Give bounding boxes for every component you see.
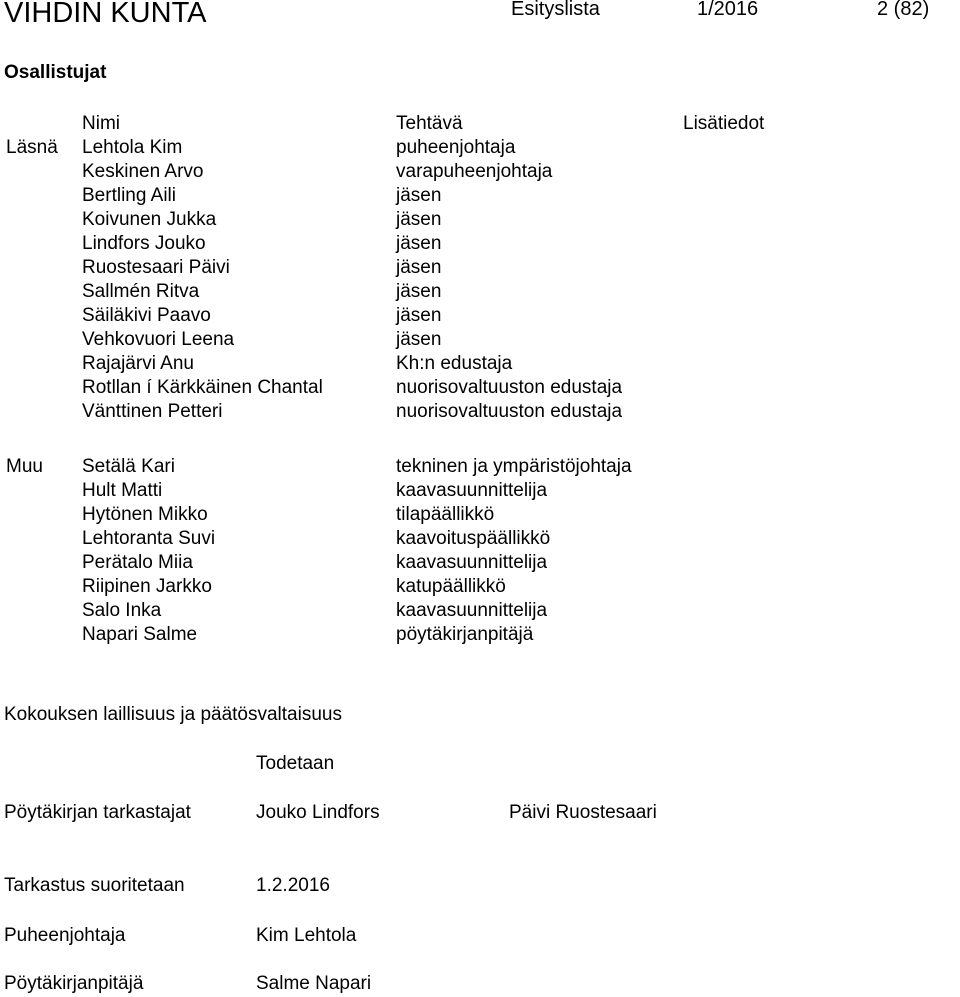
participant-role: nuorisovaltuuston edustaja (396, 401, 623, 422)
participant-name: Lindfors Jouko (82, 233, 206, 254)
legality-value: Todetaan (256, 753, 335, 774)
meeting-number: 1/2016 (697, 0, 759, 20)
participant-role: jäsen (396, 305, 442, 326)
present-label: Läsnä (6, 137, 58, 158)
participant-name: Salo Inka (82, 600, 162, 621)
participant-role: kaavoituspäällikkö (396, 528, 551, 549)
participant-name: Lehtola Kim (82, 137, 183, 158)
participant-name: Rajajärvi Anu (82, 353, 194, 374)
participant-role: puheenjohtaja (396, 137, 516, 158)
participant-role: pöytäkirjanpitäjä (396, 624, 534, 645)
chair-name: Kim Lehtola (256, 925, 357, 946)
participant-name: Riipinen Jarkko (82, 576, 212, 597)
chair-label: Puheenjohtaja (4, 925, 126, 946)
column-header-role: Tehtävä (396, 113, 463, 134)
present-names (82, 136, 323, 424)
participant-role: katupäällikkö (396, 576, 506, 597)
participant-role: kaavasuunnittelija (396, 552, 548, 573)
participant-name: Rotllan í Kärkkäinen Chantal (82, 377, 323, 398)
participant-name: Bertling Aili (82, 185, 176, 206)
other-names (82, 455, 215, 647)
participant-role: kaavasuunnittelija (396, 600, 548, 621)
participant-role: jäsen (396, 185, 442, 206)
participant-name: Hytönen Mikko (82, 504, 208, 525)
present-roles (396, 136, 622, 424)
document-type: Esityslista (511, 0, 600, 20)
participant-role: jäsen (396, 257, 442, 278)
participant-role: jäsen (396, 329, 442, 350)
participant-role: tilapäällikkö (396, 504, 495, 525)
other-roles (396, 455, 632, 647)
section-title: Osallistujat (4, 62, 107, 83)
secretary-name: Salme Napari (256, 973, 372, 994)
participant-name: Vänttinen Petteri (82, 401, 223, 422)
participant-role: jäsen (396, 281, 442, 302)
participant-name: Lehtoranta Suvi (82, 528, 216, 549)
inspection-label: Tarkastus suoritetaan (4, 875, 185, 896)
participant-role: varapuheenjohtaja (396, 161, 553, 182)
participant-role: kaavasuunnittelija (396, 480, 548, 501)
participant-name: Napari Salme (82, 624, 198, 645)
participant-name: Vehkovuori Leena (82, 329, 235, 350)
examiners-label: Pöytäkirjan tarkastajat (4, 802, 191, 823)
participant-name: Säiläkivi Paavo (82, 305, 211, 326)
column-header-notes: Lisätiedot (683, 113, 765, 134)
participant-role: jäsen (396, 233, 442, 254)
inspection-date: 1.2.2016 (256, 875, 330, 896)
secretary-label: Pöytäkirjanpitäjä (4, 973, 144, 994)
legality-label: Kokouksen laillisuus ja päätösvaltaisuus (4, 704, 342, 725)
participant-role: nuorisovaltuuston edustaja (396, 377, 623, 398)
participant-role: Kh:n edustaja (396, 353, 513, 374)
participant-name: Ruostesaari Päivi (82, 257, 230, 278)
page-number: 2 (82) (877, 0, 930, 20)
participant-name: Setälä Kari (82, 456, 175, 477)
participant-name: Hult Matti (82, 480, 163, 501)
participant-name: Keskinen Arvo (82, 161, 204, 182)
other-label: Muu (6, 456, 43, 477)
examiner-first: Jouko Lindfors (256, 802, 380, 823)
participant-role: tekninen ja ympäristöjohtaja (396, 456, 632, 477)
participant-name: Perätalo Miia (82, 552, 193, 573)
participant-role: jäsen (396, 209, 442, 230)
column-header-name: Nimi (82, 113, 120, 134)
participant-name: Sallmén Ritva (82, 281, 200, 302)
examiner-second: Päivi Ruostesaari (509, 802, 657, 823)
participant-name: Koivunen Jukka (82, 209, 217, 230)
municipality-title: VIHDIN KUNTA (4, 0, 207, 29)
